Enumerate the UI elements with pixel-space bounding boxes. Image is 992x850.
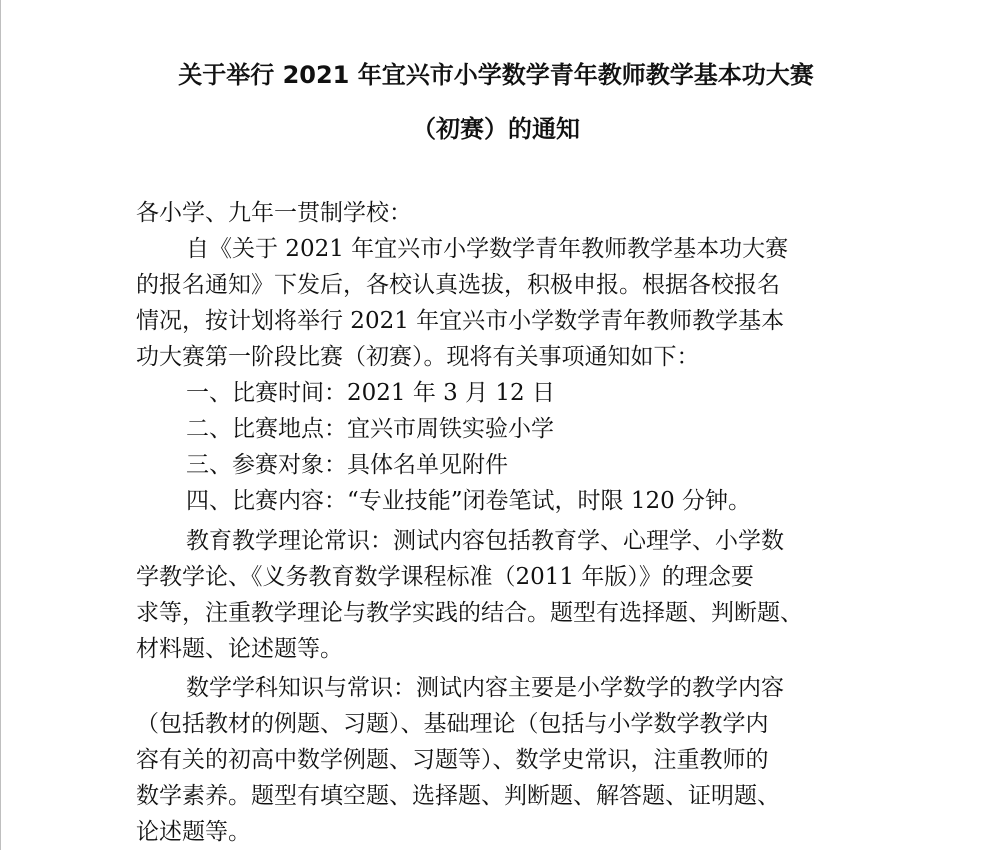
paragraph-line: 的报名通知》下发后，各校认真选拔，积极申报。根据各校报名 bbox=[136, 272, 780, 298]
paragraph-line: 数学学科知识与常识：测试内容主要是小学数学的教学内容 bbox=[186, 675, 784, 701]
paragraph-line: 学教学论、《义务教育数学课程标准（2011 年版）》的理念要 bbox=[136, 564, 754, 590]
paragraph-line: 论述题等。 bbox=[136, 819, 251, 845]
item-competition-content: 四、比赛内容：“专业技能”闭卷笔试，时限 120 分钟。 bbox=[186, 488, 752, 514]
paragraph-line: 功大赛第一阶段比赛（初赛）。现将有关事项通知如下： bbox=[136, 344, 700, 370]
paragraph-line: 求等，注重教学理论与教学实践的结合。题型有选择题、判断题、 bbox=[136, 600, 803, 626]
document-title-line-1: 关于举行 2021 年宜兴市小学数学青年教师教学基本功大赛 bbox=[178, 61, 814, 89]
document-title-line-2: （初赛）的通知 bbox=[412, 115, 580, 143]
paragraph-line: 材料题、论述题等。 bbox=[136, 636, 343, 662]
paragraph-line: 数学素养。题型有填空题、选择题、判断题、解答题、证明题、 bbox=[136, 783, 780, 809]
item-competition-venue: 二、比赛地点：宜兴市周铁实验小学 bbox=[186, 416, 554, 442]
paragraph-line: 自《关于 2021 年宜兴市小学数学青年教师教学基本功大赛 bbox=[186, 236, 789, 262]
paragraph-line: 容有关的初高中数学例题、习题等）、数学史常识，注重教师的 bbox=[136, 747, 769, 773]
paragraph-line: （包括教材的例题、习题）、基础理论（包括与小学数学教学内 bbox=[136, 711, 769, 737]
item-participants: 三、参赛对象：具体名单见附件 bbox=[186, 452, 508, 478]
paragraph-line: 情况，按计划将举行 2021 年宜兴市小学数学青年教师教学基本 bbox=[136, 308, 785, 334]
paragraph-line: 教育教学理论常识：测试内容包括教育学、心理学、小学数 bbox=[186, 528, 784, 554]
item-competition-time: 一、比赛时间：2021 年 3 月 12 日 bbox=[186, 380, 555, 406]
salutation: 各小学、九年一贯制学校： bbox=[136, 200, 412, 226]
